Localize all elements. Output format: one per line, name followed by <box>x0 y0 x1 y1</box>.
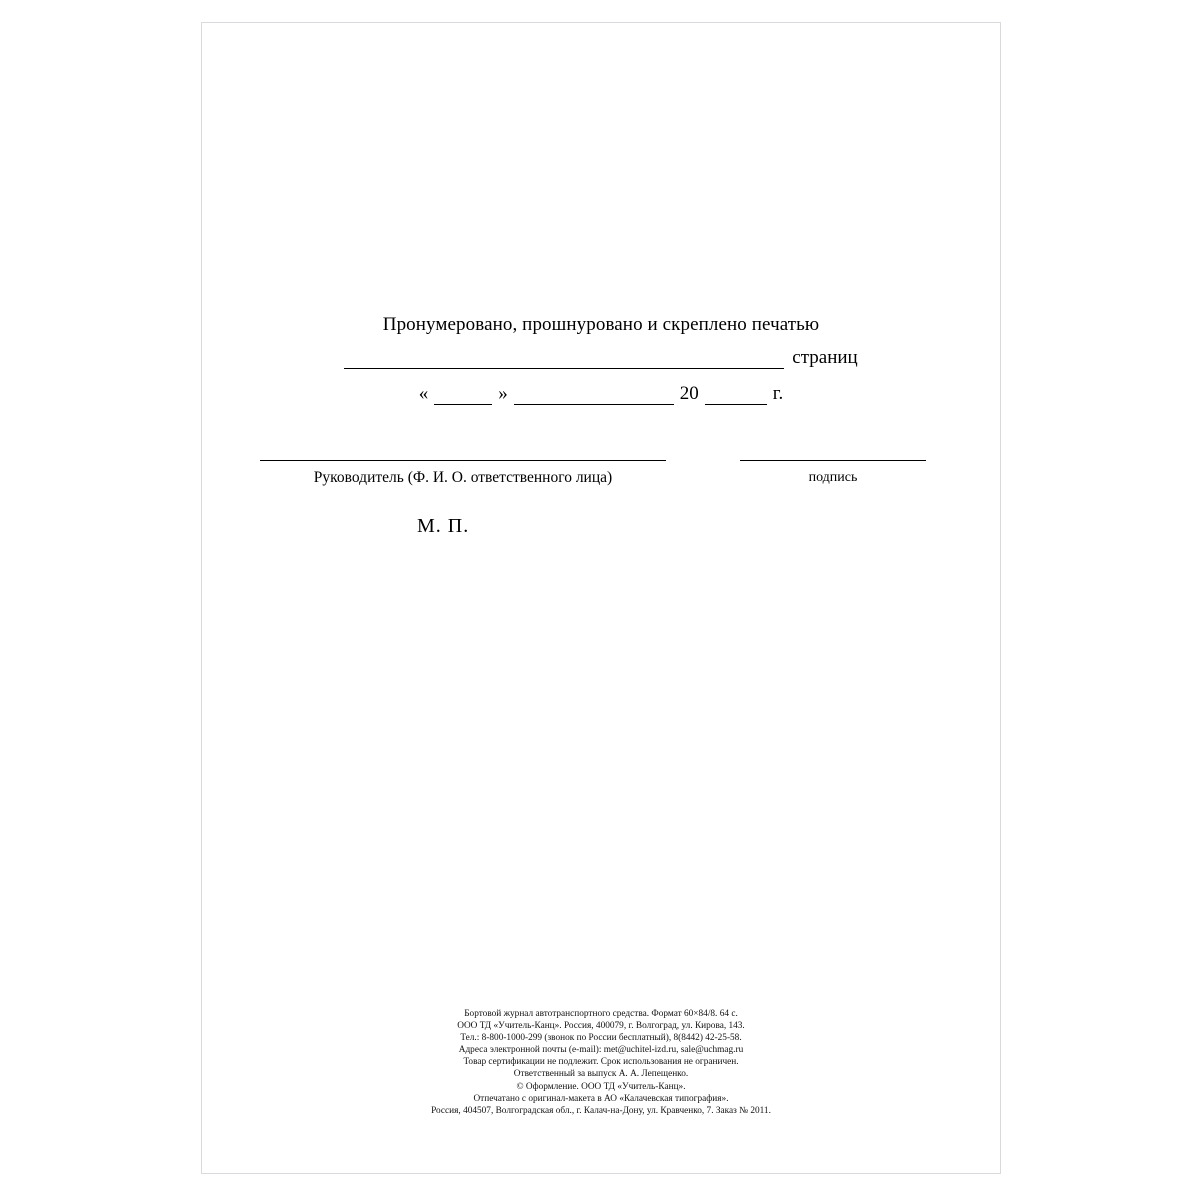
year-prefix-label: 20 <box>679 383 699 404</box>
colophon-line: Товар сертификации не подлежит. Срок использования не ограничен. <box>463 1057 739 1068</box>
pages-count-row <box>202 347 1000 369</box>
signature-lines <box>202 448 1000 466</box>
date-quote-open: « <box>418 383 429 404</box>
certification-block <box>202 313 1000 405</box>
year-suffix-label: г. <box>772 383 784 404</box>
colophon-line: Ответственный за выпуск А. А. Лепещенко. <box>513 1069 689 1080</box>
certification-title: Пронумеровано, прошнуровано и скреплено печатью <box>382 314 820 335</box>
colophon-line: Тел.: 8-800-1000-299 (звонок по России бесплатный), 8(8442) 42-25-58. <box>460 1033 742 1044</box>
colophon-block <box>202 1008 1000 1117</box>
pages-count-blank-line[interactable] <box>344 352 784 369</box>
colophon-line: © Оформление. ООО ТД «Учитель-Канц». <box>516 1081 686 1092</box>
signature-blank-line[interactable] <box>740 460 926 461</box>
stamp-place-mark: М. П. <box>417 515 470 537</box>
responsible-person-blank-line[interactable] <box>260 460 666 461</box>
date-quote-close: » <box>498 383 508 404</box>
colophon-line: ООО ТД «Учитель-Канц». Россия, 400079, г. Волгоград, ул. Кирова, 143. <box>457 1021 745 1032</box>
date-year-blank-line[interactable] <box>705 388 767 405</box>
signature-caption: подпись <box>808 470 858 485</box>
page-content <box>202 23 1000 1173</box>
date-day-blank-line[interactable] <box>434 388 492 405</box>
document-page <box>201 22 1001 1174</box>
colophon-line: Отпечатано с оригинал-макета в АО «Калачевская типография». <box>473 1093 729 1104</box>
pages-suffix-label: страниц <box>792 347 858 368</box>
signature-block <box>202 448 1000 493</box>
colophon-line: Бортовой журнал автотранспортного средства. Формат 60×84/8. 64 с. <box>464 1009 738 1019</box>
date-month-blank-line[interactable] <box>514 388 674 405</box>
colophon-line: Адреса электронной почты (e-mail): met@uchitel-izd.ru, sale@uchmag.ru <box>458 1045 744 1056</box>
colophon-line: Россия, 404507, Волгоградская обл., г. Калач-на-Дону, ул. Кравченко, 7. Заказ № 2011. <box>431 1105 771 1116</box>
responsible-person-caption: Руководитель (Ф. И. О. ответственного лица) <box>313 469 613 486</box>
date-row <box>202 383 1000 405</box>
signature-captions <box>202 469 1000 493</box>
